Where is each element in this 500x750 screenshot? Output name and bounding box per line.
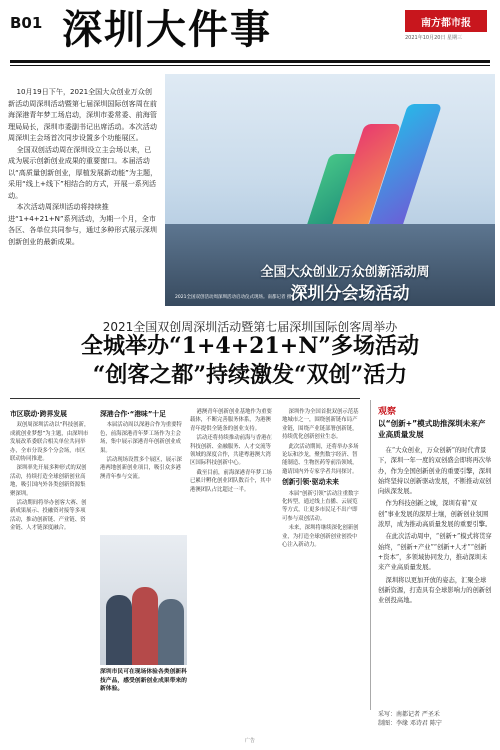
byline: 采写：南都记者 严圣禾 制图：李缘 邓诗君 陈宁 [378, 711, 442, 727]
column-paragraph: 双创周深圳活动以“科技创新，成就创业梦想”为主题，由深圳市发展改革委联合相关单位共同举办，全市分设多个分会场，市区联动协同推进。 [10, 422, 90, 463]
dateline: 2021年10月20日 星期三 [405, 35, 463, 41]
stage-banner-title: 全国大众创业万众创新活动周 [260, 265, 430, 280]
observation-label: 观察 [378, 407, 397, 417]
column-paragraph: 本届活动周以深港合作为重要特色，前海深港青年梦工场作为主会场，集中展示深港青年创新创业成果。 [100, 422, 182, 454]
person-figure [106, 595, 132, 665]
article-column-3 [190, 408, 272, 495]
observation-body [378, 446, 492, 608]
column-paragraph: 港澳青年创新创业基地作为重要载体，不断完善服务体系，为港澳青年提供全链条的创业支持。 [190, 409, 272, 432]
event-photo [100, 535, 187, 665]
main-headline [10, 332, 490, 390]
column-paragraph: 活动还将持续推动前海与香港在科技创新、金融服务、人才交流等领域的深度合作，共建粤港澳大湾区国际科技创新中心。 [190, 435, 272, 467]
lead-paragraph: 全国双创活动周在深圳设立主会场以来，已成为展示创新创业成果的重要窗口。本届活动以“高质量创新创业，厚植发展新动能”为主题，采用“线上+线下”相结合的方式，开展一系列活动。 [8, 144, 158, 200]
column-paragraph: 深圳作为全国首批双创示范基地城市之一，围绕创新链布局产业链，围绕产业链部署创新链，持续优化创新创业生态。 [282, 409, 359, 441]
column-paragraph: 活动期间将举办创客大赛、创新成果展示、投融资对接等多项活动，推动创新链、产业链、资金链、人才链深度融合。 [10, 500, 87, 532]
hero-caption: 2021全国双创活动周深圳活动启动仪式现场。南都记者 摄 [175, 295, 292, 300]
column-paragraph: 此次活动期间，还将举办多场论坛和沙龙，聚焦数字经济、智能制造、生物医药等前沿领域，邀请国内外专家学者共同探讨。 [282, 443, 359, 475]
person-figure [158, 599, 184, 665]
headline-kicker: 2021全国双创周深圳活动暨第七届深圳国际创客周举办 [102, 320, 398, 334]
masthead-rule-thick [10, 60, 490, 63]
column-paragraph: 活动现场设置多个展区，展示深港两地创新创业项目，吸引众多港澳青年参与交流。 [100, 457, 182, 480]
newspaper-logo: 南方都市报 [405, 10, 487, 32]
lead-paragraph: 10月19日下午，2021全国大众创业万众创新活动周深圳活动暨第七届深圳国际创客周在前海深港青年梦工场启动，深圳市委常委、前海管理局局长，深圳市委副书记出席活动。本次活动周深圳主会场首次同步设置多个功能展区。 [8, 87, 157, 142]
photo-caption: 深圳市民可在现场体验各类创新科技产品，感受创新创业成果带来的新体验。 [100, 669, 187, 692]
article-column-1 [10, 408, 90, 534]
column-paragraph: 未来，深圳将继续深化创新创业，为打造全球创新创业创投中心注入新动力。 [282, 525, 359, 549]
observation-paragraph: 在此次活动周中，“创新+”模式将贯穿始终，“创新+产业”“创新+人才”“创新+资本”，多领域协同发力，推动深圳未来产业高质量发展。 [378, 533, 492, 572]
column-paragraph: 本届“创新引领”活动注重数字化转型，通过线上直播、云展览等方式，让更多市民足不出户即可参与双创活动。 [282, 490, 359, 522]
section-id: B01 [10, 14, 43, 32]
observation-title: 以“创新+”模式助推深圳未来产业高质量发展 [378, 419, 486, 439]
page-footer: 广告 [244, 738, 255, 744]
observation-paragraph: 深圳将以更加开放的姿态，汇聚全球创新资源，打造具有全球影响力的创新创业创投高地。 [378, 576, 492, 605]
column-paragraph: 深圳率先开展多种形式的双创活动，持续打造全球创新创业高地，吸引国内外各类创新资源集聚深圳。 [10, 465, 87, 497]
headline-rule [10, 398, 360, 399]
article-column-4 [282, 408, 362, 551]
hero-photo [165, 74, 495, 306]
column-subhead: 市区联动·跨界发展 [10, 410, 67, 418]
observation-paragraph: 作为科技创新之城，深圳有着“双创”事业发展的深厚土壤，创新创业氛围浓厚，成为推动高质量发展的重要引擎。 [378, 500, 492, 529]
column-paragraph: 截至目前，前海深港青年梦工场已累计孵化创业团队数百个，其中港澳团队占比超过一半。 [190, 469, 272, 493]
article-column-2 [100, 408, 182, 482]
lead-paragraph: 本次活动周深圳活动将持续推进“1+4+21+N”系列活动，为期一个月，全市各区、各单位共同参与，通过多种形式展示深圳创新创业的最新成果。 [8, 202, 157, 246]
masthead-rule-thin [10, 65, 490, 66]
sidebar-divider [370, 400, 371, 710]
headline-line-2: “创客之都”持续激发“双创”活力 [92, 362, 408, 388]
observation-paragraph: 在“大众创业，万众创新”的时代背景下，深圳一年一度的双创盛会即将再次举办，作为全国创新创业的重要引擎，深圳始终坚持以创新驱动发展，不断推动双创向纵深发展。 [378, 447, 492, 496]
page-title: 深圳大件事 [62, 6, 272, 53]
stage-banner-subtitle: 深圳分会场活动 [290, 284, 410, 304]
headline-line-1: 全城举办“1+4+21+N”多场活动 [81, 333, 419, 359]
column-subhead: 深港合作·“港味”十足 [100, 410, 166, 418]
lead-text [8, 86, 158, 247]
column-subhead: 创新引领·驱动未来 [282, 478, 339, 487]
person-figure [132, 587, 158, 665]
